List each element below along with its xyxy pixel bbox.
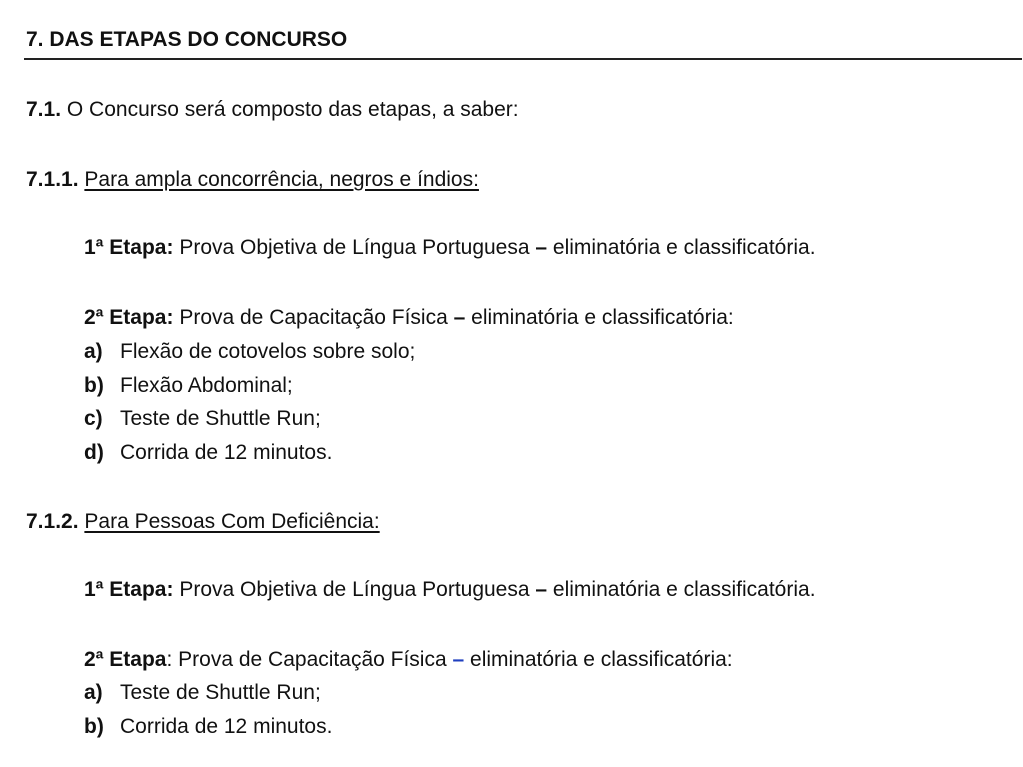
group1-stage2-text: Prova de Capacitação Física [179, 306, 448, 329]
intro-number: 7.1. [26, 98, 62, 121]
group2-stage1-text: Prova Objetiva de Língua Portuguesa [179, 578, 530, 601]
group2-stage1-tail: eliminatória e classificatória. [552, 578, 816, 601]
group1-number: 7.1.1. [26, 168, 79, 191]
list-item-letter: b) [84, 374, 104, 397]
group1-stage1-dash: – [535, 236, 548, 259]
list-item-letter: a) [84, 340, 103, 363]
group1-stage1-tail: eliminatória e classificatória. [552, 236, 816, 259]
list-item-text: Flexão Abdominal; [120, 374, 293, 397]
group2-stage1-dash: – [535, 578, 548, 601]
group1-heading [26, 167, 479, 193]
list-item [84, 440, 332, 466]
list-item-letter: b) [84, 715, 104, 738]
group2-heading [26, 509, 380, 535]
list-item [84, 373, 293, 399]
heading-divider [24, 58, 1022, 60]
list-item-letter: c) [84, 407, 103, 430]
list-item-text: Teste de Shuttle Run; [120, 681, 321, 704]
group2-stage2-dash: – [452, 648, 465, 671]
group1-stage1 [84, 235, 816, 261]
intro-paragraph [26, 97, 519, 123]
list-item-text: Corrida de 12 minutos. [120, 715, 333, 738]
group2-stage1 [84, 577, 816, 603]
list-item-text: Flexão de cotovelos sobre solo; [120, 340, 416, 363]
group2-stage1-label: 1ª Etapa: [84, 578, 174, 601]
group1-stage2-tail: eliminatória e classificatória: [471, 306, 734, 329]
group2-stage2-tail: eliminatória e classificatória: [470, 648, 733, 671]
list-item-text: Corrida de 12 minutos. [120, 441, 333, 464]
list-item [84, 406, 321, 432]
list-item-letter: a) [84, 681, 103, 704]
list-item [84, 680, 321, 706]
group2-number: 7.1.2. [26, 510, 79, 533]
group1-stage1-label: 1ª Etapa: [84, 236, 174, 259]
group2-stage2-label: 2ª Etapa [84, 648, 167, 671]
group1-stage2-label: 2ª Etapa: [84, 306, 174, 329]
section-heading: 7. DAS ETAPAS DO CONCURSO [26, 28, 348, 51]
list-item [84, 339, 415, 365]
group1-title: Para ampla concorrência, negros e índios: [84, 168, 479, 191]
group1-stage2-dash: – [453, 306, 466, 329]
list-item-text: Teste de Shuttle Run; [120, 407, 321, 430]
group2-stage2 [84, 647, 733, 673]
group1-stage2 [84, 305, 734, 331]
group2-stage2-colon: : [166, 648, 173, 671]
list-item-letter: d) [84, 441, 104, 464]
group2-stage2-text: Prova de Capacitação Física [178, 648, 447, 671]
group1-stage1-text: Prova Objetiva de Língua Portuguesa [179, 236, 530, 259]
list-item [84, 714, 332, 740]
intro-text: O Concurso será composto das etapas, a saber: [66, 98, 519, 121]
group2-title: Para Pessoas Com Deficiência: [84, 510, 380, 533]
